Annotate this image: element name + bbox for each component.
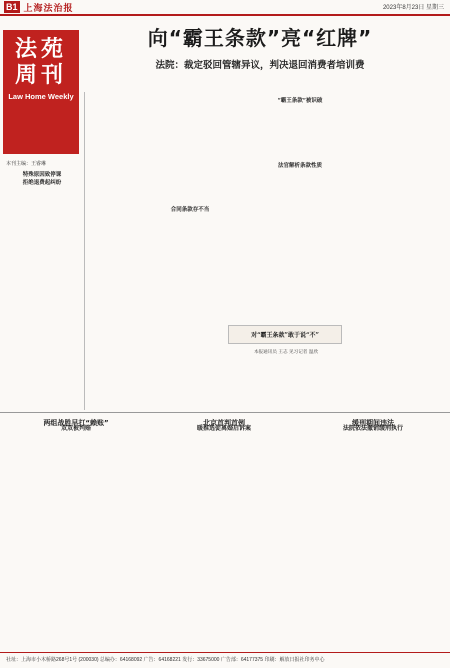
top-bar [0,0,450,16]
bottom-article-title: 北京首判首例 [203,419,245,427]
date-line: 2023年8月23日 星期三 [382,5,444,11]
section-head: 法官解析条款性质 [277,163,322,169]
bottom-article-subtitle: 双双被判赔 [60,425,91,433]
callout-text: 对“霸王条款”敢于说“不” [251,332,319,339]
section-head: “霸王条款”被识破 [277,98,323,104]
bottom-article-title: 两组战胜早打“赖账” [43,419,109,427]
masthead [3,30,79,154]
column-middle [160,204,220,216]
page-badge: B1 [6,2,18,12]
headline-block [90,22,430,71]
masthead-title: 法苑周刊 [14,36,67,88]
bottom-article-subtitle: 法院依法撤销缓刑执行 [342,425,403,433]
section-head: 特殊原因致停课 [22,172,62,178]
left-column [4,170,80,189]
paper-name: 上海法治报 [23,3,74,14]
masthead-english: Law Home Weekly [8,92,74,101]
section-head: 拒绝退费起纠纷 [22,180,62,187]
footer-text: 社址：上海市小木桥路268号1号 (200030) 总编办：64168092 广告：64168221 发行：33675000 广告部：64177375 印刷：解放日报社印务中心 [6,657,325,663]
footer [0,652,450,666]
bottom-article-subtitle: 暖推选促离婚启诉案 [196,425,251,433]
article-author: 本报通讯员 王志 见习记者 温欣 [253,350,319,355]
column-right [260,160,340,172]
section-divider [0,412,450,413]
callout-box [228,325,342,344]
main-subheadline: 法院：裁定驳回管辖异议，判决退回消费者培训费 [155,60,365,71]
bottom-article-2 [154,420,294,437]
bottom-article-3 [302,420,444,437]
main-headline: 向“霸王条款”亮“红牌” [147,26,373,50]
bottom-article-title: 缓刑期间违法 [352,419,394,427]
author-line [236,350,336,356]
section-head: 合同条款存不当 [170,207,210,213]
editor-line: 本刊主编：王睿琳 [6,161,47,167]
column-divider [84,92,85,410]
bottom-article-1 [6,420,146,437]
column-right-top [260,95,340,107]
